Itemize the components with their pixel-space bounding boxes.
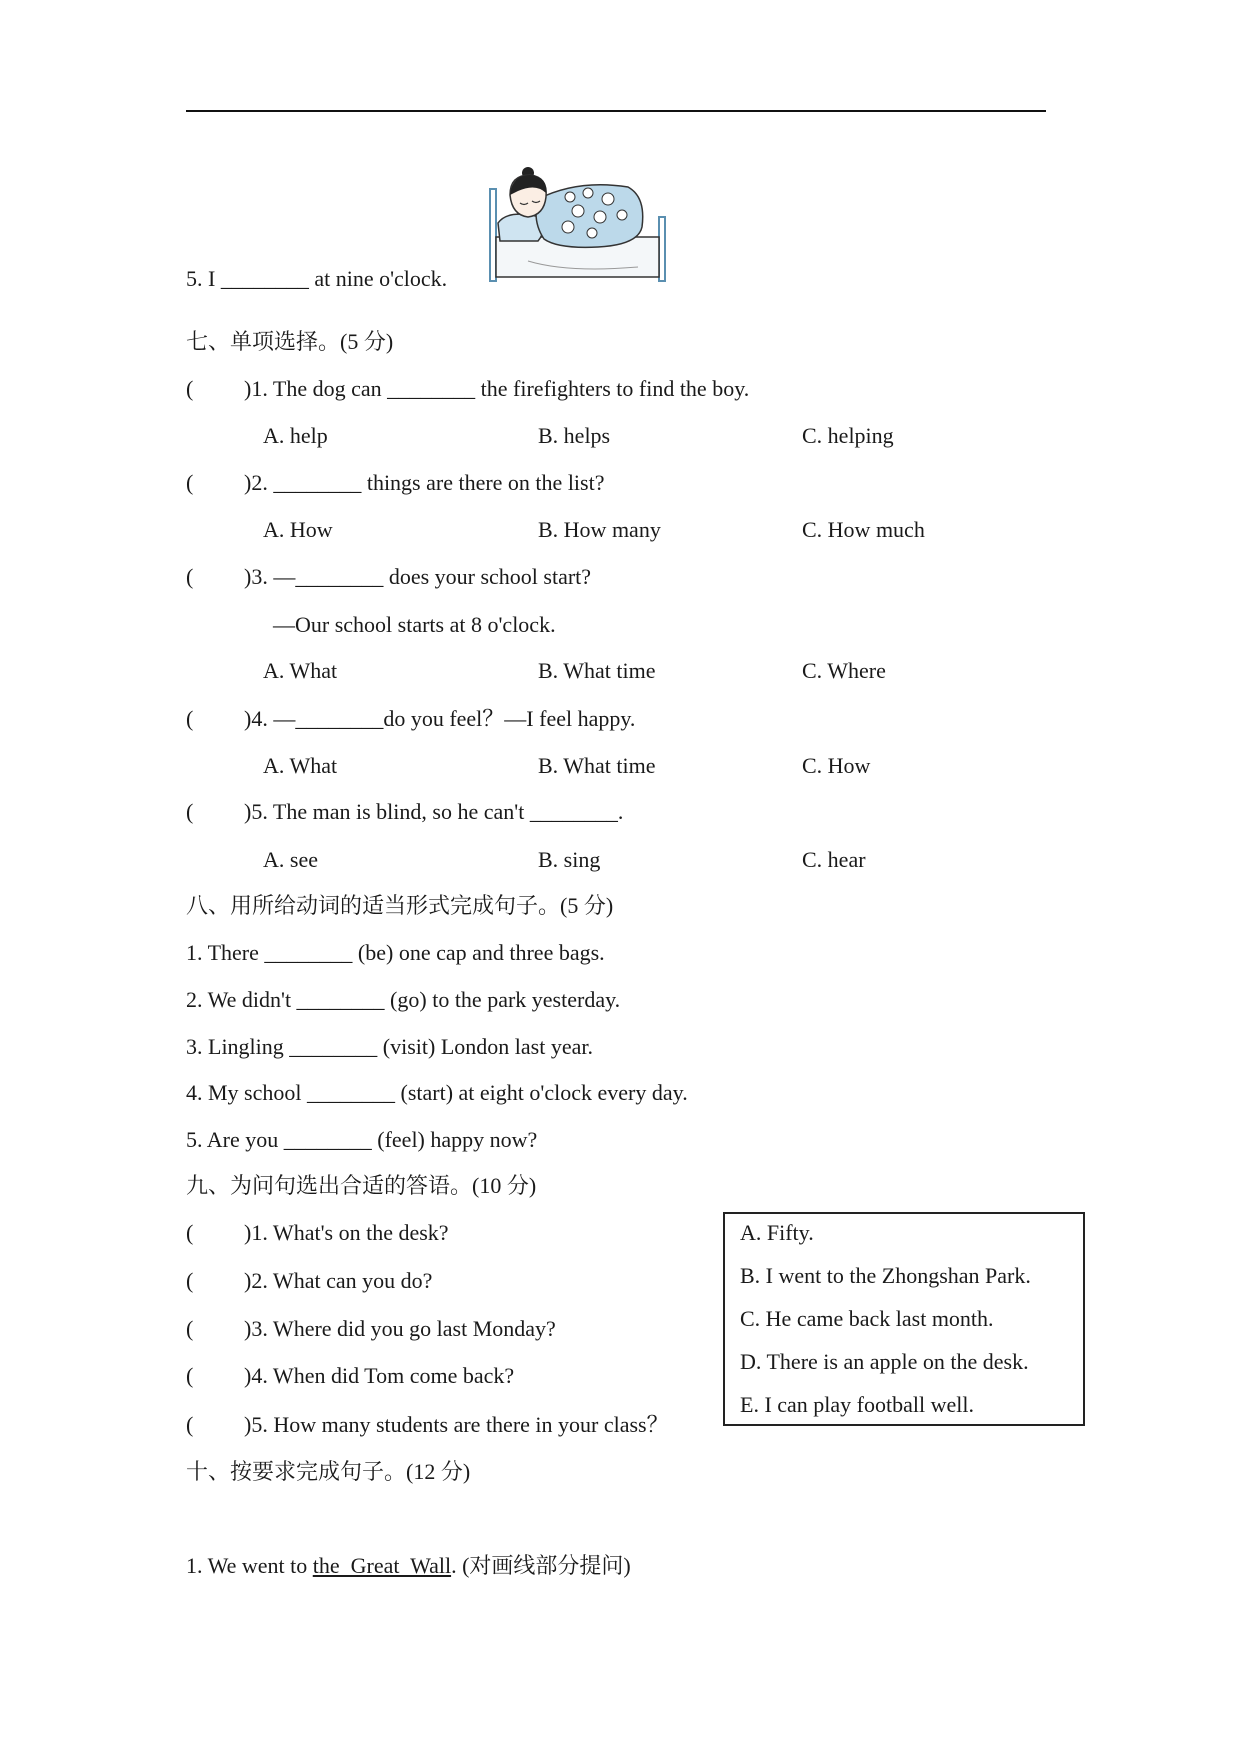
- section10-heading: 十、按要求完成句子。(12 分): [186, 1459, 471, 1484]
- fill-item-2: 2. We didn't ________ (go) to the park yesterday.: [186, 987, 621, 1012]
- answer-bracket: (: [186, 799, 194, 824]
- option-a: A. What: [263, 753, 338, 778]
- question-3-response: —Our school starts at 8 o'clock.: [273, 612, 556, 637]
- option-b: B. sing: [538, 847, 601, 872]
- answer-bracket: (: [186, 1316, 194, 1341]
- answer-a: A. Fifty.: [740, 1220, 814, 1245]
- answer-b: B. I went to the Zhongshan Park.: [740, 1263, 1031, 1288]
- option-c: C. hear: [802, 847, 866, 872]
- fill-item-4: 4. My school ________ (start) at eight o'clock every day.: [186, 1080, 688, 1105]
- answer-bracket: (: [186, 1412, 194, 1437]
- option-c: C. Where: [802, 658, 886, 683]
- answer-bracket: (: [186, 470, 194, 495]
- option-c: C. How: [802, 753, 871, 778]
- match-question-5: )5. How many students are there in your class？: [244, 1412, 669, 1437]
- question-2: )2. ________ things are there on the list?: [244, 470, 605, 495]
- sleeping-girl-illustration: [488, 165, 668, 283]
- match-question-1: )1. What's on the desk?: [244, 1220, 449, 1245]
- option-a: A. help: [263, 423, 328, 448]
- underlined-phrase: the Great Wall: [312, 1553, 452, 1578]
- section7-heading: 七、单项选择。(5 分): [186, 329, 394, 354]
- answer-bracket: (: [186, 706, 194, 731]
- option-b: B. helps: [538, 423, 611, 448]
- question-5: )5. The man is blind, so he can't ________.: [244, 799, 624, 824]
- option-b: B. What time: [538, 658, 656, 683]
- option-c: C. helping: [802, 423, 894, 448]
- section8-heading: 八、用所给动词的适当形式完成句子。(5 分): [186, 893, 614, 918]
- rewrite-item-1: [186, 1552, 631, 1580]
- answer-e: E. I can play football well.: [740, 1392, 974, 1417]
- answer-bracket: (: [186, 1363, 194, 1388]
- section6-item-5: 5. I ________ at nine o'clock.: [186, 266, 448, 291]
- match-question-3: )3. Where did you go last Monday?: [244, 1316, 556, 1341]
- answer-bracket: (: [186, 376, 194, 401]
- option-a: A. How: [263, 517, 333, 542]
- answer-c: C. He came back last month.: [740, 1306, 994, 1331]
- question-4: )4. —________do you feel？—I feel happy.: [244, 706, 636, 731]
- header-rule: [186, 110, 1046, 112]
- match-question-4: )4. When did Tom come back?: [244, 1363, 515, 1388]
- match-question-2: )2. What can you do?: [244, 1268, 433, 1293]
- option-a: A. see: [263, 847, 318, 872]
- option-b: B. How many: [538, 517, 661, 542]
- option-c: C. How much: [802, 517, 925, 542]
- option-a: A. What: [263, 658, 338, 683]
- question-1: )1. The dog can ________ the firefighters to find the boy.: [244, 376, 750, 401]
- rewrite-item-1-prefix: 1. We went to: [186, 1553, 313, 1578]
- fill-item-5: 5. Are you ________ (feel) happy now?: [186, 1127, 538, 1152]
- rewrite-item-1-suffix: . (对画线部分提问): [451, 1553, 631, 1578]
- answer-bracket: (: [186, 1220, 194, 1245]
- answer-d: D. There is an apple on the desk.: [740, 1349, 1029, 1374]
- option-b: B. What time: [538, 753, 656, 778]
- answer-bracket: (: [186, 1268, 194, 1293]
- fill-item-3: 3. Lingling ________ (visit) London last year.: [186, 1034, 593, 1059]
- section9-heading: 九、为问句选出合适的答语。(10 分): [186, 1173, 537, 1198]
- fill-item-1: 1. There ________ (be) one cap and three bags.: [186, 940, 605, 965]
- answer-bracket: (: [186, 564, 194, 589]
- question-3: )3. —________ does your school start?: [244, 564, 592, 589]
